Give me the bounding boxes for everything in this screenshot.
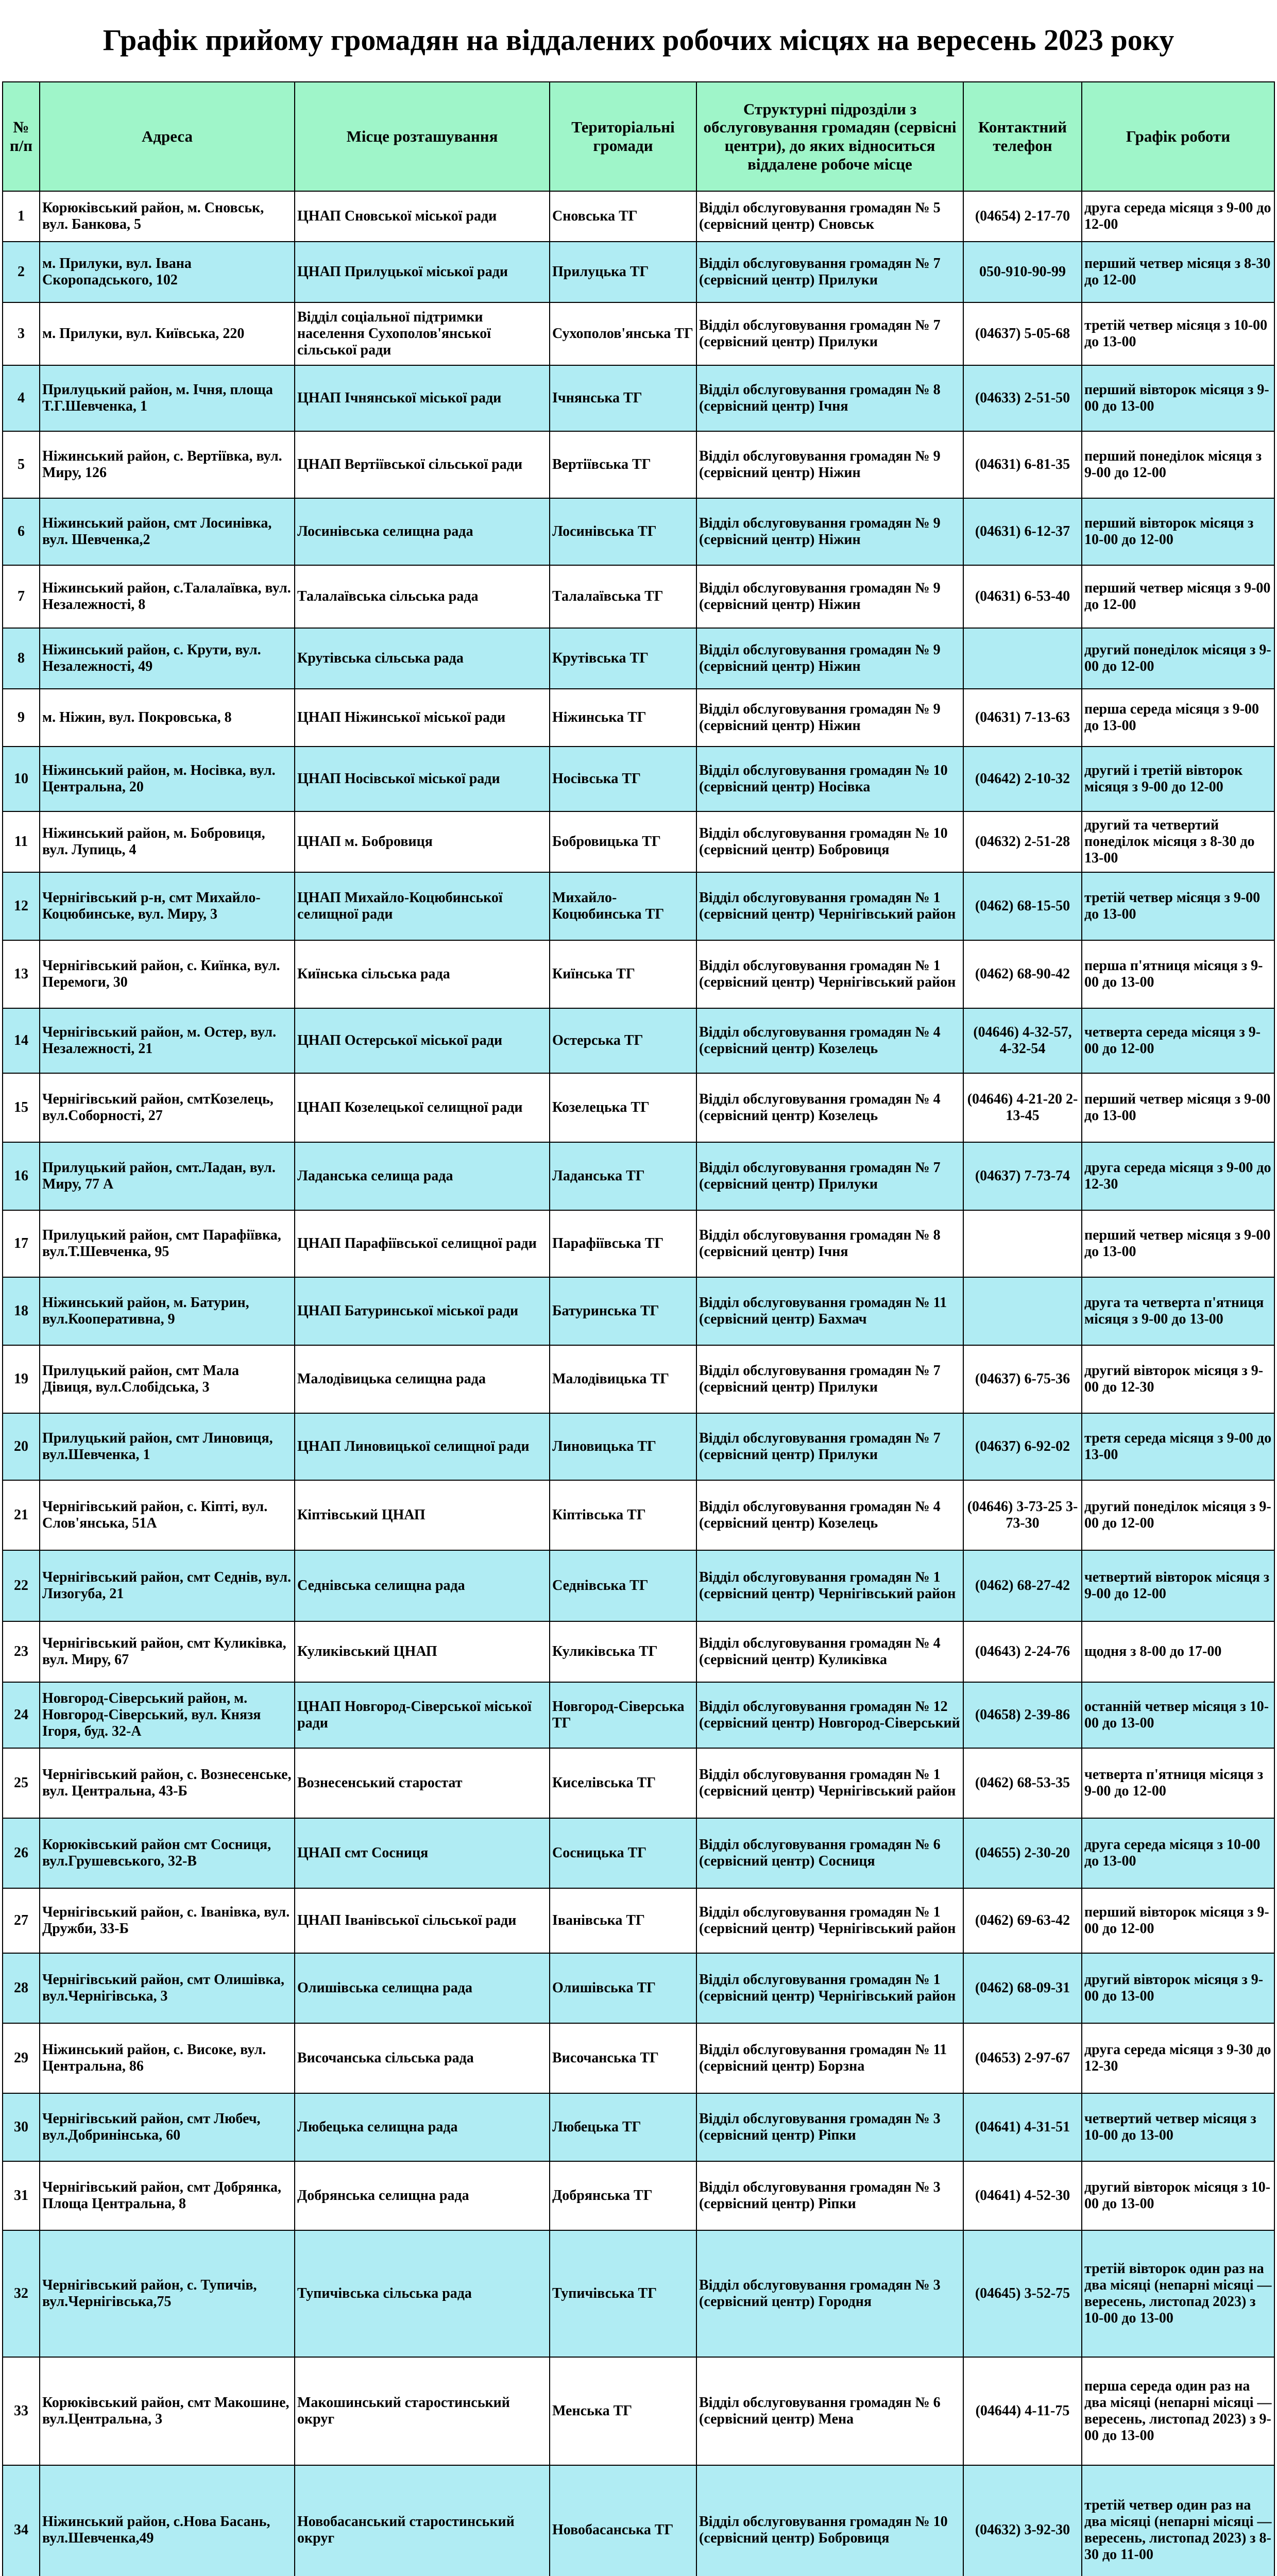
cell-unit: Відділ обслуговування громадян № 8 (сервісний центр) Ічня — [696, 1210, 963, 1277]
schedule-table — [2, 81, 1275, 2576]
table-row — [3, 1073, 1274, 1142]
cell-location: ЦНАП смт Сосниця — [295, 1818, 550, 1888]
cell-community: Тупичівська ТГ — [550, 2230, 696, 2357]
cell-phone: (04631) 7-13-63 — [963, 689, 1082, 747]
cell-unit: Відділ обслуговування громадян № 6 (сервісний центр) Сосниця — [696, 1818, 963, 1888]
cell-community: Олишівська ТГ — [550, 1953, 696, 2023]
cell-unit: Відділ обслуговування громадян № 6 (сервісний центр) Мена — [696, 2357, 963, 2465]
table-row — [3, 1621, 1274, 1682]
cell-num: 19 — [3, 1345, 40, 1413]
cell-schedule: четверта п'ятниця місяця з 9-00 до 12-00 — [1082, 1748, 1274, 1818]
cell-num: 13 — [3, 940, 40, 1008]
cell-community: Сосницька ТГ — [550, 1818, 696, 1888]
cell-unit: Відділ обслуговування громадян № 10 (сервісний центр) Бобровиця — [696, 811, 963, 872]
table-row — [3, 1210, 1274, 1277]
cell-phone — [963, 628, 1082, 689]
table-row — [3, 2093, 1274, 2161]
table-row — [3, 1888, 1274, 1953]
cell-phone: (0462) 68-27-42 — [963, 1550, 1082, 1621]
cell-phone: (0462) 68-09-31 — [963, 1953, 1082, 2023]
cell-community: Парафіївська ТГ — [550, 1210, 696, 1277]
cell-address: Чернігівський район, смт Добрянка, Площа Центральна, 8 — [40, 2161, 295, 2230]
cell-address: Ніжинський район, с.Талалаївка, вул. Незалежності, 8 — [40, 565, 295, 628]
cell-schedule: четверта середа місяця з 9-00 до 12-00 — [1082, 1008, 1274, 1073]
cell-location: ЦНАП м. Бобровиця — [295, 811, 550, 872]
cell-address: Чернігівський район, смтКозелець, вул.Соборності, 27 — [40, 1073, 295, 1142]
cell-community: Любецька ТГ — [550, 2093, 696, 2161]
cell-community: Прилуцька ТГ — [550, 242, 696, 302]
cell-schedule: перша середа місяця з 9-00 до 13-00 — [1082, 689, 1274, 747]
cell-location: Куликівський ЦНАП — [295, 1621, 550, 1682]
cell-address: Чернігівський район, м. Остер, вул. Незалежності, 21 — [40, 1008, 295, 1073]
cell-community: Височанська ТГ — [550, 2023, 696, 2093]
cell-schedule: перший вівторок місяця з 9-00 до 12-00 — [1082, 1888, 1274, 1953]
cell-location: Киїнська сільська рада — [295, 940, 550, 1008]
cell-num: 7 — [3, 565, 40, 628]
cell-location: ЦНАП Козелецької селищної ради — [295, 1073, 550, 1142]
cell-community: Бобровицька ТГ — [550, 811, 696, 872]
cell-location: Талалаївська сільська рада — [295, 565, 550, 628]
table-row — [3, 498, 1274, 565]
table-row — [3, 2161, 1274, 2230]
cell-num: 25 — [3, 1748, 40, 1818]
table-row — [3, 1142, 1274, 1210]
cell-address: Ніжинський район, м. Бобровиця, вул. Лупиць, 4 — [40, 811, 295, 872]
cell-location: ЦНАП Батуринської міської ради — [295, 1277, 550, 1345]
cell-unit: Відділ обслуговування громадян № 1 (сервісний центр) Чернігівський район — [696, 1748, 963, 1818]
cell-community: Іванівська ТГ — [550, 1888, 696, 1953]
cell-location: Олишівська селищна рада — [295, 1953, 550, 2023]
cell-address: м. Прилуки, вул. Івана Скоропадського, 102 — [40, 242, 295, 302]
cell-location: Добрянська селищна рада — [295, 2161, 550, 2230]
table-row — [3, 1413, 1274, 1480]
cell-location: Макошинський старостинський округ — [295, 2357, 550, 2465]
cell-unit: Відділ обслуговування громадян № 11 (сервісний центр) Борзна — [696, 2023, 963, 2093]
cell-address: Чернігівський район, смт Седнів, вул. Лизогуба, 21 — [40, 1550, 295, 1621]
cell-schedule: перший вівторок місяця з 10-00 до 12-00 — [1082, 498, 1274, 565]
cell-community: Кіптівська ТГ — [550, 1480, 696, 1550]
cell-community: Киїнська ТГ — [550, 940, 696, 1008]
cell-location: Вознесенський старостат — [295, 1748, 550, 1818]
table-row — [3, 191, 1274, 242]
cell-address: Прилуцький район, смт Линовиця, вул.Шевченка, 1 — [40, 1413, 295, 1480]
cell-phone: (04641) 4-52-30 — [963, 2161, 1082, 2230]
cell-schedule: перша п'ятниця місяця з 9-00 до 13-00 — [1082, 940, 1274, 1008]
table-row — [3, 811, 1274, 872]
cell-community: Линовицька ТГ — [550, 1413, 696, 1480]
table-body — [3, 191, 1274, 2576]
table-row — [3, 628, 1274, 689]
cell-num: 1 — [3, 191, 40, 242]
table-row — [3, 1008, 1274, 1073]
cell-schedule: третій четвер місяця з 10-00 до 13-00 — [1082, 302, 1274, 365]
cell-community: Ніжинська ТГ — [550, 689, 696, 747]
cell-num: 31 — [3, 2161, 40, 2230]
cell-schedule: перший четвер місяця з 9-00 до 12-00 — [1082, 565, 1274, 628]
cell-community: Куликівська ТГ — [550, 1621, 696, 1682]
cell-schedule: друга середа місяця з 9-00 до 12-30 — [1082, 1142, 1274, 1210]
cell-num: 22 — [3, 1550, 40, 1621]
cell-location: ЦНАП Остерської міської ради — [295, 1008, 550, 1073]
cell-community: Козелецька ТГ — [550, 1073, 696, 1142]
cell-community: Новобасанська ТГ — [550, 2465, 696, 2576]
cell-schedule: другий понеділок місяця з 9-00 до 12-00 — [1082, 1480, 1274, 1550]
cell-phone: (04633) 2-51-50 — [963, 365, 1082, 431]
cell-unit: Відділ обслуговування громадян № 7 (сервісний центр) Прилуки — [696, 302, 963, 365]
table-row — [3, 1953, 1274, 2023]
cell-address: Ніжинський район, м. Батурин, вул.Кооперативна, 9 — [40, 1277, 295, 1345]
cell-community: Крутівська ТГ — [550, 628, 696, 689]
cell-schedule: другий вівторок місяця з 9-00 до 12-30 — [1082, 1345, 1274, 1413]
cell-phone: (04637) 6-75-36 — [963, 1345, 1082, 1413]
cell-address: Чернігівський район, с. Кіпті, вул. Слов'янська, 51А — [40, 1480, 295, 1550]
table-row — [3, 1480, 1274, 1550]
cell-location: ЦНАП Іванівської сільської ради — [295, 1888, 550, 1953]
cell-num: 17 — [3, 1210, 40, 1277]
cell-unit: Відділ обслуговування громадян № 4 (сервісний центр) Козелець — [696, 1073, 963, 1142]
cell-address: Ніжинський район, с. Вертіївка, вул. Миру, 126 — [40, 431, 295, 498]
cell-schedule: останній четвер місяця з 10-00 до 13-00 — [1082, 1682, 1274, 1748]
table-row — [3, 242, 1274, 302]
cell-num: 3 — [3, 302, 40, 365]
header-address: Адреса — [40, 82, 295, 191]
cell-unit: Відділ обслуговування громадян № 7 (сервісний центр) Прилуки — [696, 1142, 963, 1210]
page-title: Графік прийому громадян на віддалених робочих місцях на вересень 2023 року — [103, 23, 1174, 57]
cell-community: Ічнянська ТГ — [550, 365, 696, 431]
cell-unit: Відділ обслуговування громадян № 1 (сервісний центр) Чернігівський район — [696, 1953, 963, 2023]
cell-address: м. Прилуки, вул. Київська, 220 — [40, 302, 295, 365]
table-row — [3, 747, 1274, 811]
cell-num: 14 — [3, 1008, 40, 1073]
cell-community: Новгород-Сіверська ТГ — [550, 1682, 696, 1748]
cell-address: Ніжинський район, смт Лосинівка, вул. Шевченка,2 — [40, 498, 295, 565]
cell-address: Чернігівський район, с. Іванівка, вул. Дружби, 33-Б — [40, 1888, 295, 1953]
cell-address: Новгород-Сіверський район, м. Новгород-Сіверський, вул. Князя Ігоря, буд. 32-А — [40, 1682, 295, 1748]
cell-phone: (0462) 69-63-42 — [963, 1888, 1082, 1953]
cell-address: Прилуцький район, смт Мала Дівиця, вул.Слобідська, 3 — [40, 1345, 295, 1413]
cell-schedule: третій четвер місяця з 9-00 до 13-00 — [1082, 872, 1274, 940]
table-row — [3, 940, 1274, 1008]
cell-location: ЦНАП Носівської міської ради — [295, 747, 550, 811]
cell-unit: Відділ обслуговування громадян № 9 (сервісний центр) Ніжин — [696, 498, 963, 565]
cell-phone: (04643) 2-24-76 — [963, 1621, 1082, 1682]
cell-phone: (0462) 68-90-42 — [963, 940, 1082, 1008]
cell-community: Седнівська ТГ — [550, 1550, 696, 1621]
table-row — [3, 2465, 1274, 2576]
table-row — [3, 302, 1274, 365]
cell-unit: Відділ обслуговування громадян № 4 (сервісний центр) Козелець — [696, 1008, 963, 1073]
cell-phone: (04642) 2-10-32 — [963, 747, 1082, 811]
cell-community: Добрянська ТГ — [550, 2161, 696, 2230]
header-schedule: Графік роботи — [1082, 82, 1274, 191]
cell-phone: (04632) 3-92-30 — [963, 2465, 1082, 2576]
cell-num: 15 — [3, 1073, 40, 1142]
cell-location: ЦНАП Парафіївської селищної ради — [295, 1210, 550, 1277]
cell-phone: (0462) 68-15-50 — [963, 872, 1082, 940]
cell-num: 21 — [3, 1480, 40, 1550]
cell-address: Прилуцький район, м. Ічня, площа Т.Г.Шевченка, 1 — [40, 365, 295, 431]
cell-phone: (04658) 2-39-86 — [963, 1682, 1082, 1748]
cell-schedule: перший понеділок місяця з 9-00 до 12-00 — [1082, 431, 1274, 498]
cell-community: Киселівська ТГ — [550, 1748, 696, 1818]
cell-community: Сновська ТГ — [550, 191, 696, 242]
cell-schedule: другий і третій вівторок місяця з 9-00 до 12-00 — [1082, 747, 1274, 811]
cell-address: Ніжинський район, с. Крути, вул. Незалежності, 49 — [40, 628, 295, 689]
cell-unit: Відділ обслуговування громадян № 1 (сервісний центр) Чернігівський район — [696, 1550, 963, 1621]
cell-address: Чернігівський район, с. Тупичів, вул.Чернігівська,75 — [40, 2230, 295, 2357]
cell-schedule: перший четвер місяця з 9-00 до 13-00 — [1082, 1073, 1274, 1142]
cell-community: Менська ТГ — [550, 2357, 696, 2465]
cell-schedule: третій четвер один раз на два місяці (непарні місяці — вересень, листопад 2023) з 8-30 до 11-00 — [1082, 2465, 1274, 2576]
cell-phone: (04637) 6-92-02 — [963, 1413, 1082, 1480]
cell-address: Чернігівський р-н, смт Михайло-Коцюбинське, вул. Миру, 3 — [40, 872, 295, 940]
cell-num: 26 — [3, 1818, 40, 1888]
cell-address: Чернігівський район, смт Любеч, вул.Добринінська, 60 — [40, 2093, 295, 2161]
cell-community: Остерська ТГ — [550, 1008, 696, 1073]
cell-unit: Відділ обслуговування громадян № 7 (сервісний центр) Прилуки — [696, 242, 963, 302]
cell-location: Височанська сільська рада — [295, 2023, 550, 2093]
header-location: Місце розташування — [295, 82, 550, 191]
cell-schedule: другий та четвертий понеділок місяця з 8-30 до 13-00 — [1082, 811, 1274, 872]
table-row — [3, 1748, 1274, 1818]
cell-phone — [963, 1277, 1082, 1345]
cell-num: 20 — [3, 1413, 40, 1480]
cell-phone: (04654) 2-17-70 — [963, 191, 1082, 242]
cell-address: Чернігівський район, с. Вознесенське, вул. Центральна, 43-Б — [40, 1748, 295, 1818]
cell-location: Ладанська селища рада — [295, 1142, 550, 1210]
cell-address: Корюківський район смт Сосниця, вул.Грушевського, 32-В — [40, 1818, 295, 1888]
table-row — [3, 689, 1274, 747]
cell-phone: (04632) 2-51-28 — [963, 811, 1082, 872]
table-row — [3, 2230, 1274, 2357]
cell-community: Лосинівська ТГ — [550, 498, 696, 565]
cell-community: Батуринська ТГ — [550, 1277, 696, 1345]
cell-num: 30 — [3, 2093, 40, 2161]
cell-address: Чернігівський район, с. Киїнка, вул. Перемоги, 30 — [40, 940, 295, 1008]
cell-unit: Відділ обслуговування громадян № 10 (сервісний центр) Бобровиця — [696, 2465, 963, 2576]
cell-phone: (04637) 5-05-68 — [963, 302, 1082, 365]
cell-phone: (0462) 68-53-35 — [963, 1748, 1082, 1818]
table-header-row — [3, 82, 1274, 191]
cell-num: 10 — [3, 747, 40, 811]
cell-community: Носівська ТГ — [550, 747, 696, 811]
cell-phone: (04646) 4-21-20 2-13-45 — [963, 1073, 1082, 1142]
cell-unit: Відділ обслуговування громадян № 9 (сервісний центр) Ніжин — [696, 431, 963, 498]
cell-unit: Відділ обслуговування громадян № 5 (сервісний центр) Сновськ — [696, 191, 963, 242]
cell-num: 28 — [3, 1953, 40, 2023]
cell-num: 9 — [3, 689, 40, 747]
cell-num: 5 — [3, 431, 40, 498]
cell-location: Седнівська селищна рада — [295, 1550, 550, 1621]
cell-schedule: друга середа місяця з 9-30 до 12-30 — [1082, 2023, 1274, 2093]
cell-schedule: третя середа місяця з 9-00 до 13-00 — [1082, 1413, 1274, 1480]
cell-num: 11 — [3, 811, 40, 872]
table-row — [3, 431, 1274, 498]
cell-unit: Відділ обслуговування громадян № 9 (сервісний центр) Ніжин — [696, 689, 963, 747]
cell-location: ЦНАП Ніжинської міської ради — [295, 689, 550, 747]
cell-num: 6 — [3, 498, 40, 565]
cell-address: Чернігівський район, смт Олишівка, вул.Чернігівська, 3 — [40, 1953, 295, 2023]
cell-community: Талалаївська ТГ — [550, 565, 696, 628]
cell-num: 29 — [3, 2023, 40, 2093]
cell-unit: Відділ обслуговування громадян № 9 (сервісний центр) Ніжин — [696, 565, 963, 628]
cell-schedule: четвертий вівторок місяця з 9-00 до 12-00 — [1082, 1550, 1274, 1621]
header-num: № п/п — [3, 82, 40, 191]
cell-community: Михайло-Коцюбинська ТГ — [550, 872, 696, 940]
cell-unit: Відділ обслуговування громадян № 1 (сервісний центр) Чернігівський район — [696, 1888, 963, 1953]
cell-community: Ладанська ТГ — [550, 1142, 696, 1210]
cell-schedule: друга та четверта п'ятниця місяця з 9-00 до 13-00 — [1082, 1277, 1274, 1345]
cell-unit: Відділ обслуговування громадян № 1 (сервісний центр) Чернігівський район — [696, 940, 963, 1008]
table-row — [3, 1345, 1274, 1413]
cell-phone: 050-910-90-99 — [963, 242, 1082, 302]
cell-num: 27 — [3, 1888, 40, 1953]
cell-unit: Відділ обслуговування громадян № 12 (сервісний центр) Новгород-Сіверський — [696, 1682, 963, 1748]
cell-unit: Відділ обслуговування громадян № 1 (сервісний центр) Чернігівський район — [696, 872, 963, 940]
cell-community: Малодівицька ТГ — [550, 1345, 696, 1413]
cell-location: Любецька селищна рада — [295, 2093, 550, 2161]
cell-schedule: щодня з 8-00 до 17-00 — [1082, 1621, 1274, 1682]
cell-num: 2 — [3, 242, 40, 302]
cell-location: ЦНАП Вертіївської сільської ради — [295, 431, 550, 498]
cell-num: 24 — [3, 1682, 40, 1748]
cell-unit: Відділ обслуговування громадян № 4 (сервісний центр) Козелець — [696, 1480, 963, 1550]
cell-unit: Відділ обслуговування громадян № 9 (сервісний центр) Ніжин — [696, 628, 963, 689]
cell-schedule: перший четвер місяця з 8-30 до 12-00 — [1082, 242, 1274, 302]
table-row — [3, 565, 1274, 628]
cell-num: 34 — [3, 2465, 40, 2576]
table-row — [3, 1550, 1274, 1621]
cell-num: 16 — [3, 1142, 40, 1210]
cell-location: Лосинівська селищна рада — [295, 498, 550, 565]
cell-location: ЦНАП Новгород-Сіверської міської ради — [295, 1682, 550, 1748]
cell-schedule: перша середа один раз на два місяці (непарні місяці — вересень, листопад 2023) з 9-00 до 13-00 — [1082, 2357, 1274, 2465]
cell-location: Кіптівський ЦНАП — [295, 1480, 550, 1550]
cell-num: 4 — [3, 365, 40, 431]
cell-schedule: другий вівторок місяця з 10-00 до 13-00 — [1082, 2161, 1274, 2230]
table-row — [3, 2357, 1274, 2465]
cell-address: Корюківський район, м. Сновськ, вул. Банкова, 5 — [40, 191, 295, 242]
header-community: Територіальні громади — [550, 82, 696, 191]
cell-unit: Відділ обслуговування громадян № 3 (сервісний центр) Ріпки — [696, 2093, 963, 2161]
cell-phone: (04631) 6-12-37 — [963, 498, 1082, 565]
cell-num: 23 — [3, 1621, 40, 1682]
cell-num: 18 — [3, 1277, 40, 1345]
cell-num: 33 — [3, 2357, 40, 2465]
cell-schedule: друга середа місяця з 10-00 до 13-00 — [1082, 1818, 1274, 1888]
cell-location: Відділ соціальної підтримки населення Сухополов'янської сільської ради — [295, 302, 550, 365]
cell-address: Прилуцький район, смт Парафіївка, вул.Т.Шевченка, 95 — [40, 1210, 295, 1277]
cell-unit: Відділ обслуговування громадян № 10 (сервісний центр) Носівка — [696, 747, 963, 811]
cell-phone: (04631) 6-53-40 — [963, 565, 1082, 628]
cell-schedule: третій вівторок один раз на два місяці (непарні місяці — вересень, листопад 2023) з 10-00 до 13-00 — [1082, 2230, 1274, 2357]
cell-location: ЦНАП Сновської міської ради — [295, 191, 550, 242]
cell-unit: Відділ обслуговування громадян № 8 (сервісний центр) Ічня — [696, 365, 963, 431]
cell-schedule: другий понеділок місяця з 9-00 до 12-00 — [1082, 628, 1274, 689]
cell-phone: (04655) 2-30-20 — [963, 1818, 1082, 1888]
cell-address: Ніжинський район, с. Високе, вул. Центральна, 86 — [40, 2023, 295, 2093]
cell-phone: (04653) 2-97-67 — [963, 2023, 1082, 2093]
cell-num: 32 — [3, 2230, 40, 2357]
cell-location: Новобасанський старостинський округ — [295, 2465, 550, 2576]
cell-num: 8 — [3, 628, 40, 689]
header-unit: Структурні підрозділи з обслуговування громадян (сервісні центри), до яких відноситься віддалене робоче місце — [696, 82, 963, 191]
table-row — [3, 1818, 1274, 1888]
cell-schedule: перший вівторок місяця з 9-00 до 13-00 — [1082, 365, 1274, 431]
cell-location: ЦНАП Прилуцької міської ради — [295, 242, 550, 302]
cell-phone: (04646) 4-32-57, 4-32-54 — [963, 1008, 1082, 1073]
cell-location: ЦНАП Линовицької селищної ради — [295, 1413, 550, 1480]
cell-phone — [963, 1210, 1082, 1277]
cell-phone: (04641) 4-31-51 — [963, 2093, 1082, 2161]
header-phone: Контактний телефон — [963, 82, 1082, 191]
cell-unit: Відділ обслуговування громадян № 7 (сервісний центр) Прилуки — [696, 1345, 963, 1413]
cell-phone: (04631) 6-81-35 — [963, 431, 1082, 498]
cell-community: Вертіївська ТГ — [550, 431, 696, 498]
cell-phone: (04644) 4-11-75 — [963, 2357, 1082, 2465]
table-row — [3, 365, 1274, 431]
cell-location: Тупичівська сільська рада — [295, 2230, 550, 2357]
cell-unit: Відділ обслуговування громадян № 3 (сервісний центр) Городня — [696, 2230, 963, 2357]
cell-location: Крутівська сільська рада — [295, 628, 550, 689]
cell-unit: Відділ обслуговування громадян № 11 (сервісний центр) Бахмач — [696, 1277, 963, 1345]
cell-phone: (04645) 3-52-75 — [963, 2230, 1082, 2357]
cell-address: м. Ніжин, вул. Покровська, 8 — [40, 689, 295, 747]
cell-address: Прилуцький район, смт.Ладан, вул. Миру, 77 А — [40, 1142, 295, 1210]
cell-address: Ніжинський район, с.Нова Басань, вул.Шевченка,49 — [40, 2465, 295, 2576]
cell-schedule: перший четвер місяця з 9-00 до 13-00 — [1082, 1210, 1274, 1277]
cell-unit: Відділ обслуговування громадян № 4 (сервісний центр) Куликівка — [696, 1621, 963, 1682]
cell-location: ЦНАП Михайло-Коцюбинської селищної ради — [295, 872, 550, 940]
cell-schedule: другий вівторок місяця з 9-00 до 13-00 — [1082, 1953, 1274, 2023]
table-row — [3, 872, 1274, 940]
cell-address: Чернігівський район, смт Куликівка, вул. Миру, 67 — [40, 1621, 295, 1682]
table-row — [3, 1682, 1274, 1748]
table-row — [3, 1277, 1274, 1345]
table-row — [3, 2023, 1274, 2093]
cell-num: 12 — [3, 872, 40, 940]
cell-community: Сухополов'янська ТГ — [550, 302, 696, 365]
cell-schedule: друга середа місяця з 9-00 до 12-00 — [1082, 191, 1274, 242]
cell-unit: Відділ обслуговування громадян № 3 (сервісний центр) Ріпки — [696, 2161, 963, 2230]
cell-schedule: четвертий четвер місяця з 10-00 до 13-00 — [1082, 2093, 1274, 2161]
cell-phone: (04637) 7-73-74 — [963, 1142, 1082, 1210]
cell-location: Малодівицька селищна рада — [295, 1345, 550, 1413]
cell-phone: (04646) 3-73-25 3-73-30 — [963, 1480, 1082, 1550]
cell-address: Корюківський район, смт Макошине, вул.Центральна, 3 — [40, 2357, 295, 2465]
cell-address: Ніжинський район, м. Носівка, вул. Центральна, 20 — [40, 747, 295, 811]
cell-unit: Відділ обслуговування громадян № 7 (сервісний центр) Прилуки — [696, 1413, 963, 1480]
cell-location: ЦНАП Ічнянської міської ради — [295, 365, 550, 431]
